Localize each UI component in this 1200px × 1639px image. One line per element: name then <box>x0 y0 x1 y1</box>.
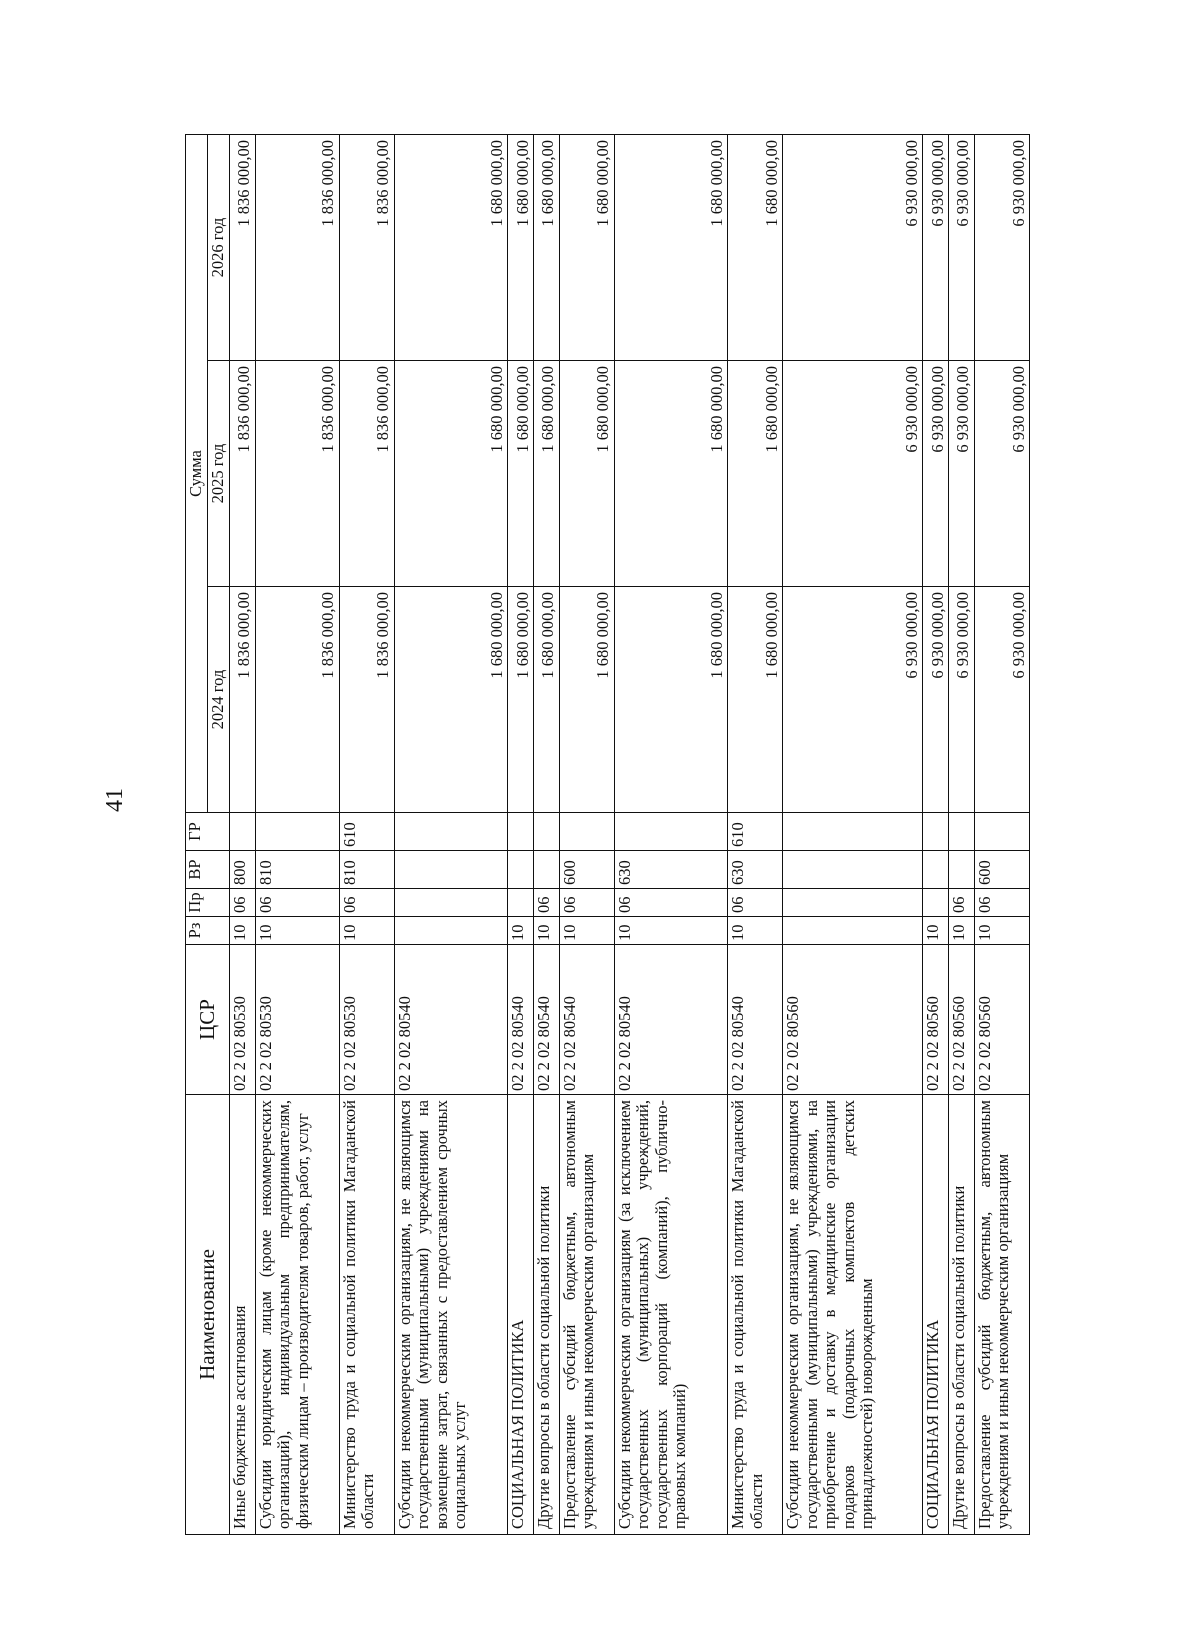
row-sum-2025: 1 680 000,00 <box>394 361 507 587</box>
row-sum-2025: 1 836 000,00 <box>255 361 339 587</box>
row-vr: 600 <box>559 851 614 889</box>
row-gr: 610 <box>728 813 783 851</box>
header-gr: ГР <box>186 813 230 851</box>
row-pr: 06 <box>949 889 975 917</box>
row-sum-2024: 1 836 000,00 <box>255 587 339 813</box>
row-pr: 06 <box>559 889 614 917</box>
row-rz: 10 <box>974 917 1029 945</box>
row-sum-2025: 1 680 000,00 <box>559 361 614 587</box>
row-sum-2026: 1 680 000,00 <box>728 135 783 361</box>
row-rz: 10 <box>559 917 614 945</box>
table-row <box>255 135 339 1535</box>
row-vr: 810 <box>255 851 339 889</box>
budget-table-sheet <box>185 135 1030 1535</box>
row-rz: 10 <box>255 917 339 945</box>
row-sum-2026: 1 680 000,00 <box>394 135 507 361</box>
row-name: Субсидии некоммерческим организациям, не являющимся государственными (муниципальными) учреждениями на возмещение затрат, связанных с предоставлением срочных социальных услуг <box>394 1095 507 1535</box>
row-gr <box>255 813 339 851</box>
table-row <box>230 135 256 1535</box>
header-vr: ВР <box>186 851 230 889</box>
row-vr <box>508 851 534 889</box>
row-sum-2024: 6 930 000,00 <box>949 587 975 813</box>
row-name: СОЦИАЛЬНАЯ ПОЛИТИКА <box>923 1095 949 1535</box>
table-row <box>974 135 1029 1535</box>
row-vr <box>949 851 975 889</box>
table-row <box>394 135 507 1535</box>
row-rz: 10 <box>923 917 949 945</box>
table-body <box>230 135 1030 1535</box>
row-csr: 02 2 02 80540 <box>559 945 614 1095</box>
row-name: Предоставление субсидий бюджетным, автономным учреждениям и иным некоммерческим организациям <box>559 1095 614 1535</box>
row-gr <box>534 813 560 851</box>
row-gr <box>559 813 614 851</box>
row-sum-2024: 1 680 000,00 <box>559 587 614 813</box>
row-sum-2026: 6 930 000,00 <box>949 135 975 361</box>
row-rz: 10 <box>614 917 727 945</box>
row-sum-2026: 1 680 000,00 <box>614 135 727 361</box>
row-gr <box>974 813 1029 851</box>
row-csr: 02 2 02 80530 <box>255 945 339 1095</box>
row-vr: 630 <box>728 851 783 889</box>
row-csr: 02 2 02 80560 <box>974 945 1029 1095</box>
row-vr <box>534 851 560 889</box>
header-2024: 2024 год <box>208 587 230 813</box>
row-rz <box>783 917 923 945</box>
row-sum-2024: 1 680 000,00 <box>534 587 560 813</box>
row-pr <box>508 889 534 917</box>
row-gr: 610 <box>339 813 394 851</box>
row-name: Министерство труда и социальной политики Магаданской области <box>339 1095 394 1535</box>
row-pr: 06 <box>534 889 560 917</box>
row-vr: 600 <box>974 851 1029 889</box>
row-gr <box>923 813 949 851</box>
row-sum-2026: 1 836 000,00 <box>255 135 339 361</box>
header-name: Наименование <box>186 1095 230 1535</box>
row-name: Субсидии некоммерческим организациям, не являющимся государственными (муниципальными) учреждениями, на приобретение и доставку в медицинские организации подарков (подарочных комплектов детских принадлежностей) новорожденным <box>783 1095 923 1535</box>
row-pr <box>783 889 923 917</box>
row-gr <box>949 813 975 851</box>
table-row <box>783 135 923 1535</box>
row-pr: 06 <box>728 889 783 917</box>
row-sum-2025: 1 680 000,00 <box>728 361 783 587</box>
row-sum-2026: 6 930 000,00 <box>974 135 1029 361</box>
row-pr <box>923 889 949 917</box>
row-gr <box>508 813 534 851</box>
row-rz <box>394 917 507 945</box>
row-sum-2024: 6 930 000,00 <box>783 587 923 813</box>
row-csr: 02 2 02 80530 <box>230 945 256 1095</box>
table-row <box>534 135 560 1535</box>
row-vr: 800 <box>230 851 256 889</box>
row-sum-2025: 6 930 000,00 <box>949 361 975 587</box>
page-number: 41 <box>102 788 128 812</box>
header-csr: ЦСР <box>186 945 230 1095</box>
row-sum-2024: 1 680 000,00 <box>728 587 783 813</box>
row-sum-2025: 1 680 000,00 <box>614 361 727 587</box>
table-row <box>339 135 394 1535</box>
row-vr <box>923 851 949 889</box>
row-gr <box>783 813 923 851</box>
row-csr: 02 2 02 80540 <box>614 945 727 1095</box>
header-sum: Сумма <box>186 135 208 813</box>
row-csr: 02 2 02 80530 <box>339 945 394 1095</box>
table-row <box>508 135 534 1535</box>
row-sum-2024: 6 930 000,00 <box>974 587 1029 813</box>
row-sum-2026: 1 680 000,00 <box>559 135 614 361</box>
header-2025: 2025 год <box>208 361 230 587</box>
row-sum-2024: 1 680 000,00 <box>614 587 727 813</box>
header-pr: Пр <box>186 889 230 917</box>
row-sum-2026: 1 680 000,00 <box>508 135 534 361</box>
row-gr <box>230 813 256 851</box>
row-name: СОЦИАЛЬНАЯ ПОЛИТИКА <box>508 1095 534 1535</box>
row-csr: 02 2 02 80560 <box>783 945 923 1095</box>
row-pr: 06 <box>614 889 727 917</box>
row-rz: 10 <box>339 917 394 945</box>
row-sum-2026: 6 930 000,00 <box>923 135 949 361</box>
row-pr: 06 <box>974 889 1029 917</box>
row-sum-2024: 6 930 000,00 <box>923 587 949 813</box>
row-rz: 10 <box>728 917 783 945</box>
row-name: Предоставление субсидий бюджетным, автономным учреждениям и иным некоммерческим организациям <box>974 1095 1029 1535</box>
row-rz: 10 <box>230 917 256 945</box>
row-gr <box>614 813 727 851</box>
row-sum-2024: 1 836 000,00 <box>230 587 256 813</box>
row-csr: 02 2 02 80560 <box>949 945 975 1095</box>
row-sum-2025: 1 680 000,00 <box>534 361 560 587</box>
table-row <box>728 135 783 1535</box>
row-sum-2026: 1 836 000,00 <box>230 135 256 361</box>
row-name: Субсидии некоммерческим организациям (за исключением государственных (муниципальных) учреждений, государственных корпораций (компаний), публично-правовых компаний) <box>614 1095 727 1535</box>
table-row <box>949 135 975 1535</box>
table-row <box>614 135 727 1535</box>
row-sum-2026: 1 680 000,00 <box>534 135 560 361</box>
row-rz: 10 <box>508 917 534 945</box>
row-rz: 10 <box>949 917 975 945</box>
row-vr: 810 <box>339 851 394 889</box>
row-name: Министерство труда и социальной политики Магаданской области <box>728 1095 783 1535</box>
row-csr: 02 2 02 80560 <box>923 945 949 1095</box>
row-pr <box>394 889 507 917</box>
row-vr <box>783 851 923 889</box>
table-row <box>559 135 614 1535</box>
row-sum-2025: 1 836 000,00 <box>339 361 394 587</box>
row-pr: 06 <box>255 889 339 917</box>
row-sum-2025: 6 930 000,00 <box>923 361 949 587</box>
row-name: Другие вопросы в области социальной политики <box>949 1095 975 1535</box>
row-csr: 02 2 02 80540 <box>534 945 560 1095</box>
row-sum-2025: 1 836 000,00 <box>230 361 256 587</box>
row-sum-2025: 6 930 000,00 <box>974 361 1029 587</box>
row-pr: 06 <box>339 889 394 917</box>
row-csr: 02 2 02 80540 <box>394 945 507 1095</box>
row-sum-2026: 6 930 000,00 <box>783 135 923 361</box>
table-header <box>186 135 230 1535</box>
row-name: Субсидии юридическим лицам (кроме некоммерческих организаций), индивидуальным предпринимателям, физическим лицам – производителям товаров, работ, услуг <box>255 1095 339 1535</box>
budget-table <box>185 134 1030 1535</box>
row-sum-2026: 1 836 000,00 <box>339 135 394 361</box>
row-vr <box>394 851 507 889</box>
header-2026: 2026 год <box>208 135 230 361</box>
row-sum-2024: 1 836 000,00 <box>339 587 394 813</box>
row-gr <box>394 813 507 851</box>
row-sum-2024: 1 680 000,00 <box>394 587 507 813</box>
row-vr: 630 <box>614 851 727 889</box>
row-csr: 02 2 02 80540 <box>728 945 783 1095</box>
row-csr: 02 2 02 80540 <box>508 945 534 1095</box>
table-row <box>923 135 949 1535</box>
row-sum-2025: 6 930 000,00 <box>783 361 923 587</box>
row-name: Другие вопросы в области социальной политики <box>534 1095 560 1535</box>
row-sum-2025: 1 680 000,00 <box>508 361 534 587</box>
row-rz: 10 <box>534 917 560 945</box>
header-rz: Рз <box>186 917 230 945</box>
row-pr: 06 <box>230 889 256 917</box>
row-name: Иные бюджетные ассигнования <box>230 1095 256 1535</box>
row-sum-2024: 1 680 000,00 <box>508 587 534 813</box>
